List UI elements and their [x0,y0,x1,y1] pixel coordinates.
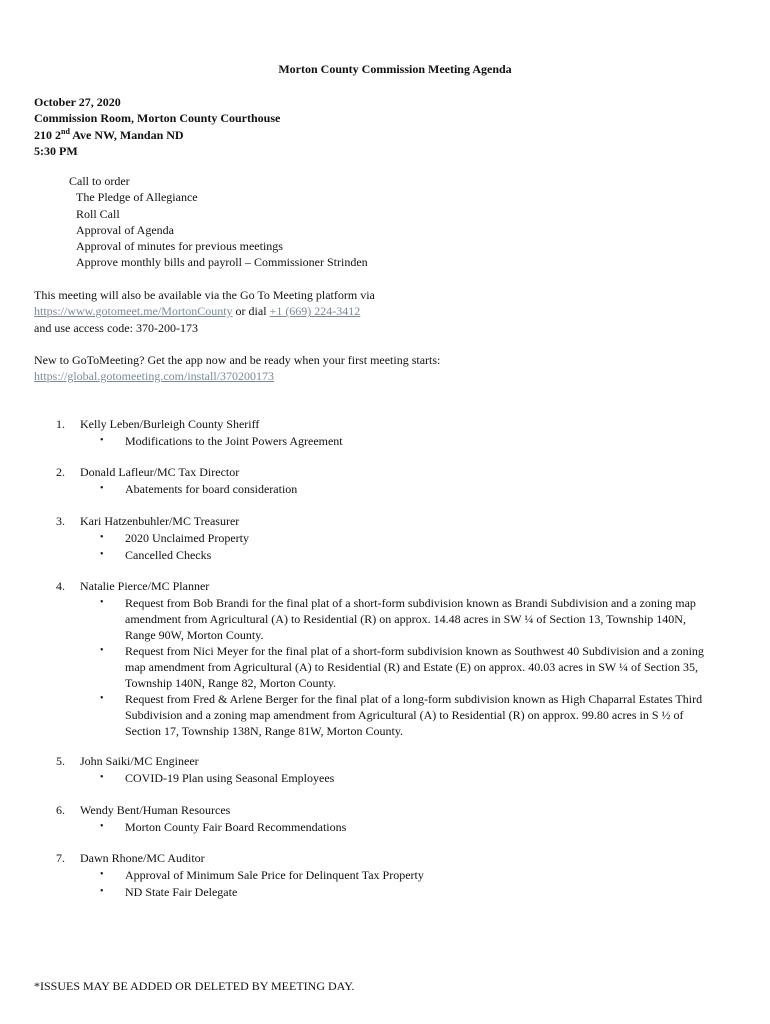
access-code: and use access code: 370-200-173 [34,320,198,335]
agenda-bullet-text: 2020 Unclaimed Property [125,531,249,545]
bullet-icon: • [100,549,104,560]
meeting-details [34,94,280,159]
bullet-icon: • [100,645,104,656]
bullet-icon: • [100,886,104,897]
agenda-item-presenter: Kelly Leben/Burleigh County Sheriff [80,417,260,431]
agenda-item-number: 6. [56,803,65,817]
bullet-icon: • [100,483,104,494]
gotomeeting-intro: This meeting will also be available via the Go To Meeting platform via [34,288,375,302]
gotomeeting-link[interactable]: https://www.gotomeet.me/MortonCounty [34,304,233,319]
agenda-item-presenter: Natalie Pierce/MC Planner [80,579,210,593]
install-intro: New to GoToMeeting? Get the app now and be ready when your first meeting starts: [34,353,441,367]
agenda-item-number: 7. [56,851,65,865]
agenda-bullet-text: COVID-19 Plan using Seasonal Employees [125,771,335,785]
bullet-icon: • [100,821,104,832]
opening-item: Approval of minutes for previous meetings [76,239,283,254]
agenda-item-presenter: Wendy Bent/Human Resources [80,803,231,817]
call-to-order: Call to order [69,174,130,188]
install-link[interactable]: https://global.gotomeeting.com/install/370200173 [34,369,274,384]
bullet-icon: • [100,869,104,880]
agenda-bullet-text: Morton County Fair Board Recommendations [125,820,347,834]
gotomeeting-info [34,287,375,336]
bullet-icon: • [100,435,104,446]
footer-note: *ISSUES MAY BE ADDED OR DELETED BY MEETING DAY. [34,979,355,993]
bullet-icon: • [100,772,104,783]
opening-item: Approval of Agenda [76,222,174,237]
meeting-date: October 27, 2020 [34,95,121,109]
opening-item: Roll Call [76,206,120,221]
agenda-bullet-text: Cancelled Checks [125,548,212,562]
agenda-bullet-text: Modifications to the Joint Powers Agreement [125,434,343,448]
agenda-bullet-text: Request from Nici Meyer for the final plat of a short-form subdivision known as Southwest 40 Subdivision and a zoning map amendment from Agricultural (A) to Residential (R) and Estate (E) on approx. 40.03 acres in SW ¼ of Section 35, Township 140N, Range 82, Morton County. [125,644,704,691]
address-number: 210 2 [34,127,61,142]
agenda-bullet-text: Request from Bob Brandi for the final plat of a short-form subdivision known as Brandi Subdivision and a zoning map amendment from Agricultural (A) to Residential (R) on approx. 14.48 acres in SW ¼ of Section 13, Township 140N, Range 90W, Morton County. [125,596,696,643]
agenda-item-presenter: Donald Lafleur/MC Tax Director [80,465,240,479]
agenda-item-presenter: John Saiki/MC Engineer [80,754,199,768]
agenda-item-presenter: Dawn Rhone/MC Auditor [80,851,205,865]
agenda-bullet-text: ND State Fair Delegate [125,885,238,899]
agenda-bullet-text: Request from Fred & Arlene Berger for the final plat of a long-form subdivision known as High Chaparral Estates Third Subdivision and a zoning map amendment from Agricultural (A) to Residential (R) on approx. 99.80 acres in S ½ of Section 17, Township 138N, Range 81W, Morton County. [125,692,703,739]
agenda-bullet-text: Abatements for board consideration [125,482,298,496]
agenda-bullet-text: Approval of Minimum Sale Price for Delinquent Tax Property [125,868,424,882]
opening-procedures [69,173,368,271]
bullet-icon: • [100,532,104,543]
gotomeeting-install-info [34,352,440,385]
agenda-item-presenter: Kari Hatzenbuhler/MC Treasurer [80,514,240,528]
or-dial-text: or dial [232,304,270,319]
meeting-address [34,127,280,143]
agenda-item-number: 1. [56,417,65,431]
agenda-item-number: 5. [56,754,65,768]
document-title: Morton County Commission Meeting Agenda [278,62,512,76]
address-superscript: nd [61,126,70,136]
dial-in-phone-link[interactable]: +1 (669) 224-3412 [269,304,361,319]
agenda-item-number: 2. [56,465,65,479]
agenda-item-number: 4. [56,579,65,593]
opening-item: The Pledge of Allegiance [76,190,198,205]
meeting-location: Commission Room, Morton County Courthouse [34,111,281,126]
bullet-icon: • [100,693,104,704]
meeting-time: 5:30 PM [34,143,78,158]
gotomeeting-link-line [34,303,375,319]
address-street: Ave NW, Mandan ND [69,127,184,142]
bullet-icon: • [100,597,104,608]
opening-item: Approve monthly bills and payroll – Commissioner Strinden [76,255,368,270]
agenda-item-number: 3. [56,514,65,528]
